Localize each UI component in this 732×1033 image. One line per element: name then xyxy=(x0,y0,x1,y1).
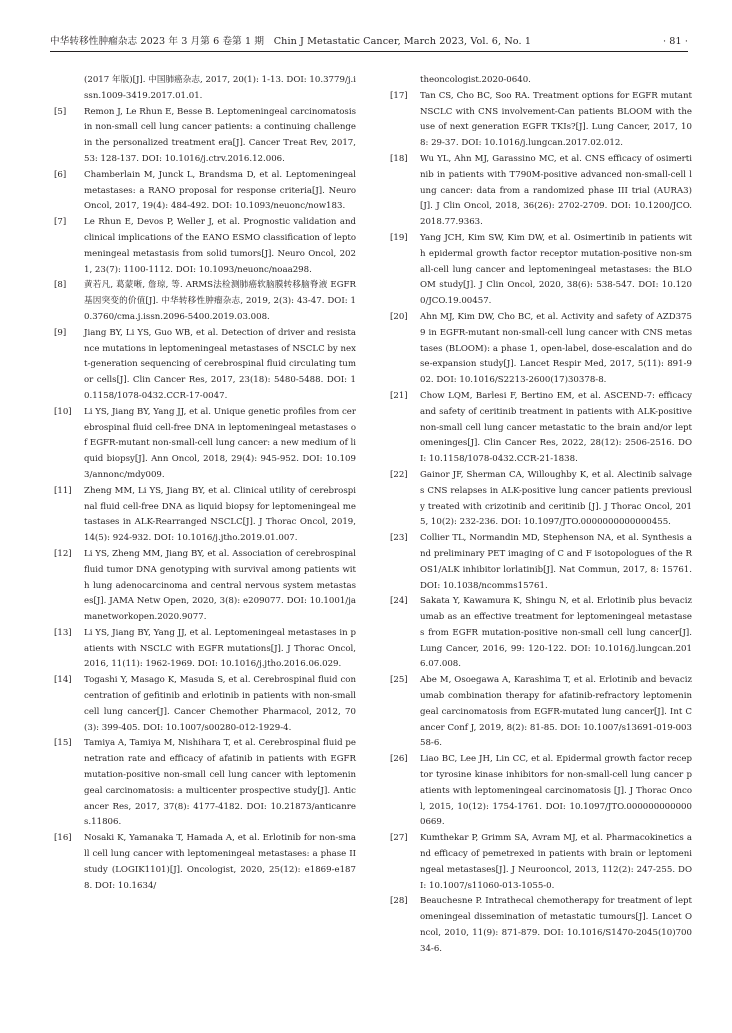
reference-text: Wu YL, Ahn MJ, Garassino MC, et al. CNS efficacy of osimertinib in patients with T790M-positive advanced non-small-cell lung cancer: data from a randomized phase III trial (AURA3) [J]. J Clin Oncol, 2018, 36(26): 2702-2709. DOI: 10.1200/JCO.2018.77.9363. xyxy=(420,153,692,228)
reference-text: Chamberlain M, Junck L, Brandsma D, et al. Leptomeningeal metastases: a RANO proposal for response criteria[J]. Neuro Oncol, 2017, 19(4): 484-492. DOI: 10.1093/neuonc/now183. xyxy=(84,169,356,212)
reference-text: Collier TL, Normandin MD, Stephenson NA, et al. Synthesis and preliminary PET imaging of C and F isotopologues of the ROS1/ALK inhibitor lorlatinib[J]. Nat Commun, 2017, 8: 15761. DOI: 10.1038/ncomms15761. xyxy=(420,533,692,591)
reference-text: Remon J, Le Rhun E, Besse B. Leptomeningeal carcinomatosis in non-small cell lung cancer patients: a continuing challenge in the personalized treatment era[J]. Cancer Treat Rev, 2017, 53: 128-137. DOI: 10.1016/j.ctrv.2016.12.006. xyxy=(84,106,356,164)
reference-number: [6] xyxy=(54,169,67,180)
reference-number: [16] xyxy=(54,833,72,844)
reference-number: [24] xyxy=(390,596,408,607)
reference-item xyxy=(50,626,356,673)
header-rule xyxy=(50,51,688,52)
reference-number: [28] xyxy=(390,896,408,907)
reference-text: Beauchesne P. Intrathecal chemotherapy for treatment of leptomeningeal dissemination of metastatic tumours[J]. Lancet Oncol, 2010, 11(9): 871-879. DOI: 10.1016/S1470-2045(10)70034-6. xyxy=(420,896,692,954)
reference-text: Tan CS, Cho BC, Soo RA. Treatment options for EGFR mutant NSCLC with CNS involvement-Can patients BLOOM with the use of next generation EGFR TKIs?[J]. Lung Cancer, 2017, 108: 29-37. DOI: 10.1016/j.lungcan.2017.02.012. xyxy=(420,90,692,149)
reference-number: [11] xyxy=(54,485,72,496)
reference-item xyxy=(50,736,356,831)
reference-text: Li YS, Jiang BY, Yang JJ, et al. Unique genetic profiles from cerebrospinal fluid cell-free DNA in leptomeningeal metastases of EGFR-mutant non-small-cell lung cancer: a new medium of liquid biopsy[J]. Ann Oncol, 2018, 29(4): 945-952. DOI: 10.1093/annonc/mdy009. xyxy=(84,406,356,480)
journal-citation: 中华转移性肿瘤杂志 2023 年 3 月第 6 卷第 1 期 Chin J Metastatic Cancer, March 2023, Vol. 6, No. 1 xyxy=(50,36,532,47)
reference-text: Le Rhun E, Devos P, Weller J, et al. Prognostic validation and clinical implications of the EANO ESMO classification of leptomeningeal metastasis from solid tumors[J]. Neuro Oncol, 2021, 23(7): 1100-1112. DOI: 10.1093/neuonc/noaa298. xyxy=(84,217,356,275)
reference-number: [18] xyxy=(390,153,408,164)
reference-item xyxy=(50,326,356,405)
reference-text: Chow LQM, Barlesi F, Bertino EM, et al. ASCEND-7: efficacy and safety of ceritinib treatment in patients with ALK-positive non-small cell lung cancer metastatic to the brain and/or leptomeninges[J]. Clin Cancer Res, 2022, 28(12): 2506-2516. DOI: 10.1158/1078-0432.CCR-21-1838. xyxy=(420,390,692,465)
reference-number: [8] xyxy=(54,280,67,291)
reference-item xyxy=(386,673,692,752)
reference-number: [12] xyxy=(54,548,72,559)
reference-item xyxy=(386,152,692,231)
reference-number: [19] xyxy=(390,232,408,243)
reference-item xyxy=(50,405,356,484)
reference-item xyxy=(386,894,692,957)
reference-number: [23] xyxy=(390,533,408,544)
reference-text: Nosaki K, Yamanaka T, Hamada A, et al. Erlotinib for non-small cell lung cancer with leptomeningeal metastases: a phase II study (LOGIK1101)[J]. Oncologist, 2020, 25(12): e1869-e1878. DOI: 10.1634/ xyxy=(84,833,356,891)
reference-item xyxy=(50,105,356,168)
reference-number: [27] xyxy=(390,833,408,844)
reference-text: Jiang BY, Li YS, Guo WB, et al. Detection of driver and resistance mutations in leptomeningeal metastases of NSCLC by next-generation sequencing of cerebrospinal fluid circulating tumor cells[J]. Clin Cancer Res, 2017, 23(18): 5480-5488. DOI: 10.1158/1078-0432.CCR-17-0047. xyxy=(84,327,356,401)
reference-text: Gainor JF, Sherman CA, Willoughby K, et al. Alectinib salvages CNS relapses in ALK-positive lung cancer patients previously treated with crizotinib and ceritinib [J]. J Thorac Oncol, 2015, 10(2): 232-236. DOI: 10.1097/JTO.0000000000000455. xyxy=(420,469,692,528)
reference-item xyxy=(386,752,692,831)
reference-number: [15] xyxy=(54,738,72,749)
reference-item xyxy=(386,468,692,531)
reference-text: Yang JCH, Kim SW, Kim DW, et al. Osimertinib in patients with epidermal growth factor receptor mutation-positive non-small-cell lung cancer and leptomeningeal metastases: the BLOOM study[J]. J Clin Oncol, 2020, 38(6): 538-547. DOI: 10.1200/JCO.19.00457. xyxy=(420,232,692,307)
reference-item xyxy=(386,531,692,594)
reference-text: Zheng MM, Li YS, Jiang BY, et al. Clinical utility of cerebrospinal fluid cell-free DNA as liquid biopsy for leptomeningeal metastases in ALK-Rearranged NSCLC[J]. J Thorac Oncol, 2019, 14(5): 924-932. DOI: 10.1016/j.jtho.2019.01.007. xyxy=(84,485,356,544)
reference-column-right xyxy=(386,73,692,958)
running-header xyxy=(50,34,688,50)
reference-item xyxy=(50,73,356,105)
reference-text: Kumthekar P, Grimm SA, Avram MJ, et al. Pharmacokinetics and efficacy of pemetrexed in patients with brain or leptomeningeal metastases[J]. J Neurooncol, 2013, 112(2): 247-255. DOI: 10.1007/s11060-013-1055-0. xyxy=(420,833,692,891)
reference-item xyxy=(386,310,692,389)
reference-item xyxy=(50,484,356,547)
reference-number: [14] xyxy=(54,675,72,686)
reference-number: [9] xyxy=(54,327,67,338)
reference-item xyxy=(386,594,692,673)
reference-text: 黄若凡, 葛蒙晰, 詹琼, 等. ARMS法检测肺癌软脑膜转移脑脊液 EGFR 基因突变的价值[J]. 中华转移性肿瘤杂志, 2019, 2(3): 43-47. DOI: 10.3760/cma.j.issn.2096-5400.2019.03.008. xyxy=(84,280,356,322)
reference-item xyxy=(50,168,356,215)
reference-item xyxy=(386,231,692,310)
reference-text: Li YS, Jiang BY, Yang JJ, et al. Leptomeningeal metastases in patients with NSCLC with EGFR mutations[J]. J Thorac Oncol, 2016, 11(11): 1962-1969. DOI: 10.1016/j.jtho.2016.06.029. xyxy=(84,627,356,670)
reference-text: Sakata Y, Kawamura K, Shingu N, et al. Erlotinib plus bevacizumab as an effective treatment for leptomeningeal metastases from EGFR mutation-positive non-small cell lung cancer[J]. Lung Cancer, 2016, 99: 120-122. DOI: 10.1016/j.lungcan.2016.07.008. xyxy=(420,596,692,670)
reference-item xyxy=(386,831,692,894)
reference-number: [7] xyxy=(54,217,67,228)
reference-item xyxy=(50,215,356,278)
reference-number: [22] xyxy=(390,469,408,480)
reference-column-left xyxy=(50,73,356,894)
reference-item xyxy=(50,278,356,325)
reference-item xyxy=(50,547,356,626)
reference-number: [21] xyxy=(390,390,408,401)
reference-text: Liao BC, Lee JH, Lin CC, et al. Epidermal growth factor receptor tyrosine kinase inhibitors for non-small-cell lung cancer patients with leptomeningeal carcinomatosis [J]. J Thorac Oncol, 2015, 10(12): 1754-1761. DOI: 10.1097/JTO.0000000000000669. xyxy=(420,754,692,828)
page-number: · 81 · xyxy=(662,36,688,47)
reference-text: Abe M, Osoegawa A, Karashima T, et al. Erlotinib and bevacizumab combination therapy for afatinib-refractory leptomeningeal carcinomatosis from EGFR-mutated lung cancer[J]. Int Cancer Conf J, 2019, 8(2): 81-85. DOI: 10.1007/s13691-019-00358-6. xyxy=(420,675,692,749)
reference-number: [25] xyxy=(390,675,408,686)
reference-number: [26] xyxy=(390,754,408,765)
reference-number: [17] xyxy=(390,90,408,101)
reference-item xyxy=(386,89,692,152)
reference-number: [10] xyxy=(54,406,72,417)
reference-text: Togashi Y, Masago K, Masuda S, et al. Cerebrospinal fluid concentration of gefitinib and erlotinib in patients with non-small cell lung cancer[J]. Cancer Chemother Pharmacol, 2012, 70(3): 399-405. DOI: 10.1007/s00280-012-1929-4. xyxy=(84,675,356,733)
reference-number: [5] xyxy=(54,106,67,117)
reference-item xyxy=(50,831,356,894)
reference-text: Ahn MJ, Kim DW, Cho BC, et al. Activity and safety of AZD3759 in EGFR-mutant non-small-cell lung cancer with CNS metastases (BLOOM): a phase 1, open-label, dose-escalation and dose-expansion study[J]. Lancet Respir Med, 2017, 5(11): 891-902. DOI: 10.1016/S2213-2600(17)30378-8. xyxy=(420,311,692,386)
reference-item xyxy=(50,673,356,736)
reference-item xyxy=(386,389,692,468)
reference-number: [13] xyxy=(54,627,72,638)
reference-text: Tamiya A, Tamiya M, Nishihara T, et al. Cerebrospinal fluid penetration rate and efficacy of afatinib in patients with EGFR mutation-positive non-small cell lung cancer with leptomeningeal carcinomatosis: a multicenter prospective study[J]. Anticancer Res, 2017, 37(8): 4177-4182. DOI: 10.21873/anticanres.11806. xyxy=(84,738,356,828)
reference-text: theoncologist.2020-0640. xyxy=(420,75,531,85)
reference-number: [20] xyxy=(390,311,408,322)
reference-item xyxy=(386,73,692,89)
reference-text: Li YS, Zheng MM, Jiang BY, et al. Association of cerebrospinal fluid tumor DNA genotyping with survival among patients with lung adenocarcinoma and central nervous system metastases[J]. JAMA Netw Open, 2020, 3(8): e209077. DOI: 10.1001/jamanetworkopen.2020.9077. xyxy=(84,548,356,623)
reference-text: (2017 年版)[J]. 中国肺癌杂志, 2017, 20(1): 1-13. DOI: 10.3779/j.issn.1009-3419.2017.01.01. xyxy=(84,75,356,101)
